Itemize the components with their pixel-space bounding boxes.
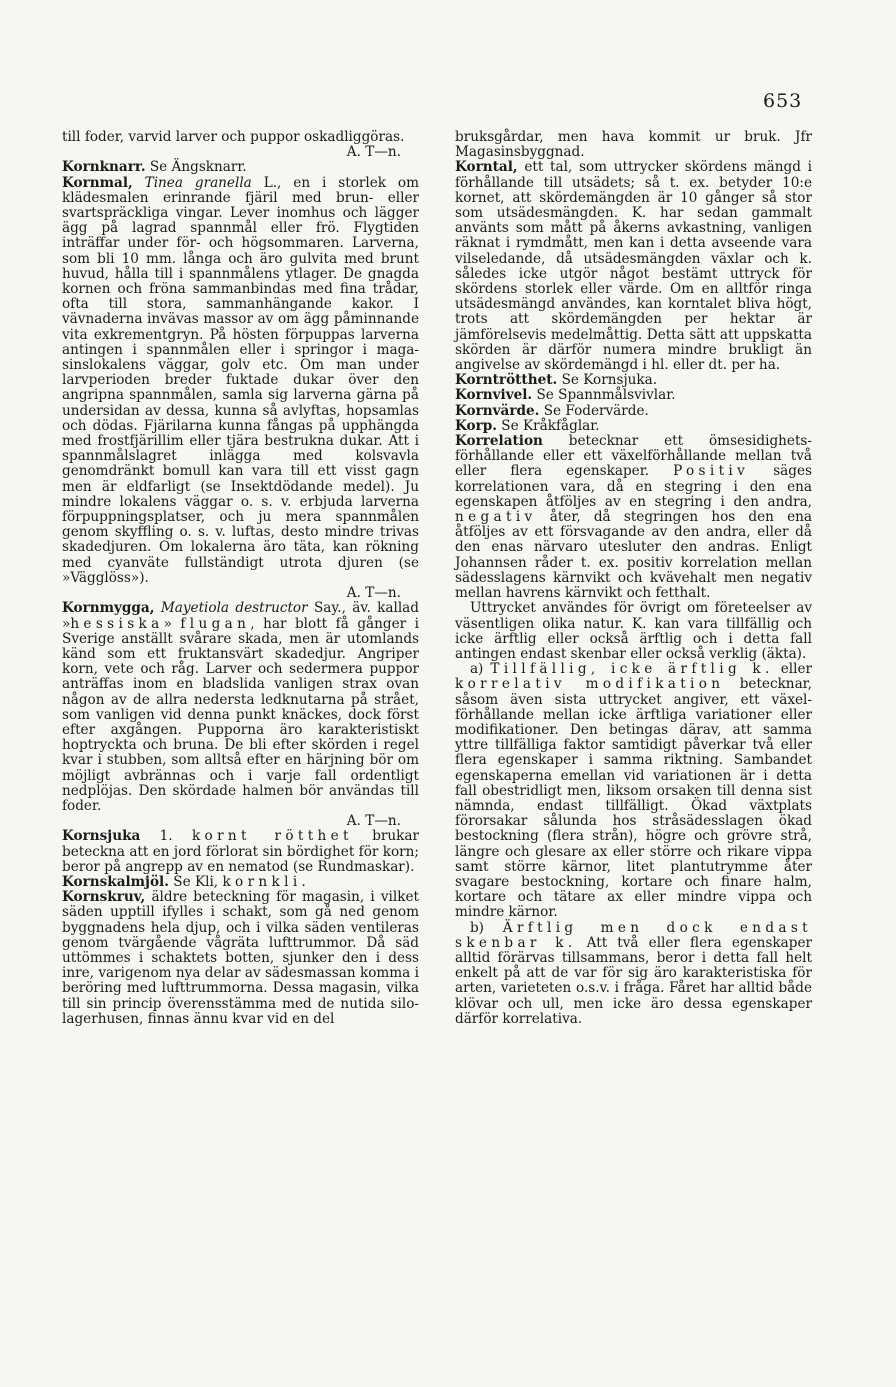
entry-text: brukar beteckna att en jord förlorat sin bördighet för korn; beror på angrepp av en nematod (se Rundmaskar).	[62, 828, 419, 875]
paragraph	[455, 601, 812, 662]
entry-headword: Kornvärde.	[455, 402, 540, 419]
entry-text: säges korrelationen vara, då en stegring i den ena egenskapen åtföljes av en stegring i den andra,	[455, 463, 812, 510]
author-signature: A. T—n.	[346, 585, 401, 602]
entry-headword: Korntrötthet.	[455, 372, 558, 389]
spaced-term: Positiv	[673, 463, 750, 480]
paragraph	[455, 130, 812, 160]
entry-text: betecknar ett ömsesidighetsförhållande eller ett växelförhållande mellan två eller flera egenskaper.	[455, 433, 812, 480]
author-signature: A. T—n.	[346, 813, 401, 830]
spaced-term: hessiska	[70, 615, 164, 632]
entry-text: .	[301, 873, 306, 890]
entry-headword: Korp.	[455, 417, 497, 434]
entry-text: Say., äv. kallad »	[62, 600, 419, 632]
entry-headword: Kornmygga,	[62, 600, 155, 617]
entry-text: Att två eller flera egenskaper alltid förärvas tillsammans, beror i detta fall helt enkelt på att de var för sig äro karakteristiska för arten, varieteten o.s.v. i fråga. Fåret har alltid både klövar och ull, men icke äro dessa egenskaper därför korrelativa.	[455, 934, 813, 1027]
paragraph	[455, 921, 812, 1027]
entry-headword: Kornknarr.	[62, 159, 146, 176]
entry-headword: Kornvivel.	[455, 387, 533, 404]
entry-text: , har blott få gånger i Sverige anställt svårare skada, men är utomlands känd som ett fruktansvärt skadedjur. Angriper korn, vete och råg. Larver och sedermera puppor anträffas inom en bladslida vanligen strax ovan någon av de allra nedersta ledknutarna på strået, som vanligen vid denna punkt knäckes, dock först efter axgången. Pupporna äro karakteristiskt hoptryckta och bruna. De bli efter skörden i regel kvar i stubben, som alltså efter en härjning bör om möjligt avbrännas och i varje fall ordentligt nedplöjas. Den skördade halmen bör användas till foder.	[62, 615, 420, 814]
entry-text: åter, då stegringen hos den ena åtföljes av ett försvagande av den andra, eller då den enas närvaro utesluter den andras. Enligt Johannsen råder t. ex. positiv korrelation mellan sädesslagens kärnvikt och kvävehalt men negativ mellan havrens kärnvikt och fetthalt.	[455, 509, 812, 602]
spaced-term: Ärftlig men dock endast skenbar k.	[455, 919, 812, 951]
entry-headword: Kornsjuka	[62, 828, 141, 845]
entry-text: Se Kli,	[168, 873, 223, 890]
latin-name: Tinea granella	[144, 174, 252, 191]
entry-text: a)	[469, 661, 491, 678]
entry-headword: Korntal,	[455, 159, 518, 176]
author-signature: A. T—n.	[346, 144, 401, 161]
dictionary-entry	[62, 601, 419, 829]
entry-headword: Kornskalmjöl.	[62, 873, 169, 890]
entry-text	[133, 175, 145, 191]
dictionary-entry	[455, 404, 812, 419]
dictionary-entry	[62, 829, 419, 875]
dictionary-entry	[62, 890, 419, 1027]
dictionary-entry	[455, 160, 812, 373]
entry-text: b)	[469, 919, 503, 936]
entry-text: ett tal, som uttrycker skördens mängd i förhållande till utsädets; så t. ex. betyder 10:e kornet, att skördemängden är 10 gånger så stor som utsädesmängden. K. har sedan gammalt använts som mått på åkerns avkastning, vanligen räknat i rymdmått, men kan i detta avseende vara vilseledande, då utsädesmängden växlar och k. således icke utgör något bestämt uttryck för skördens storlek eller värde. Om en alltför ringa utsädesmängd användes, kan korntalet bliva högt, trots att skördemängden per hektar är jämförelsevis medelmåttig. Detta sätt att uppskatta skörden är därför numera mindre brukligt än angivelse av skördemängd i hl. eller dt. per ha.	[455, 159, 812, 374]
spaced-term: negativ	[455, 509, 537, 526]
dictionary-entry	[455, 373, 812, 388]
entry-text: Se Ängsknarr.	[145, 159, 247, 176]
entry-text: till foder, varvid larver och puppor oskadliggöras.	[62, 129, 405, 145]
paragraph	[62, 130, 419, 160]
page-number: 653	[763, 90, 803, 112]
entry-headword: Korrelation	[455, 433, 543, 450]
entry-text: bruksgårdar, men hava kommit ur bruk. Jfr Magasinsbyggnad.	[455, 129, 812, 161]
spaced-term: kornt rötthet	[191, 828, 353, 845]
entry-text: äldre beteckning för magasin, i vilket säden upptill ifylles i schakt, som gå ned genom byggnadens hela djup, och i vilka säden ventileras genom tvärgående vågräta lufttrummor. Då säd uttömmes i schaktets botten, sjunker den i dess inre, varigenom nya delar av sädesmassan komma i beröring med lufttrummorna. Dessa magasin, vilka till sin princip överensstämma med de nutida silo-lagerhusen, finnas ännu kvar vid en del	[62, 889, 419, 1027]
dictionary-entry	[62, 176, 419, 602]
entry-headword: Kornskruv,	[62, 889, 146, 906]
spaced-term: kornkli	[222, 873, 302, 890]
spaced-term: flugan	[180, 615, 251, 632]
entry-text: L., en i storlek om klädesmalen erinrande fjäril med brun- eller svartspräckliga vingar. Lever inomhus och lägger ägg på lagrad spannmål eller frö. Flygtiden inträffar under för- och högsommaren. Larverna, som bli 10 mm. långa och äro gulvita med brunt huvud, hålla till i spannmålens ytlager. De gnagda kornen och fröna sammanbindas med fina trådar, ofta till stora, sammanhängande kakor. I vävnaderna invävas massor av om ägg påminnande vita exkrementgryn. På hösten förpuppas larverna antingen i spannmålen eller i springor i magasinslokalens väggar, golv etc. Om man under larvperioden breder fuktade dukar över den angripna spannmålen, samla sig larverna gärna på undersidan av dessa, kunna så avlyftas, hopsamlas och dödas. Fjärilarna kunna fångas på upphängda med frostfjärillim eller tjära bestrukna dukar. Att i spannmålslagret inlägga med kolsvavla genomdränkt bomull kan vara till ett visst gagn men är eldfarligt (se Insektdödande medel). Ju mindre lokalens väggar o. s. v. erbjuda larverna förpuppningsplatser, och ju mera spannmålen genom skyffling o. s. v. luftas, desto mindre trivas skadedjuren. Om lokalerna äro täta, kan rökning med cyanväte fullständigt utrota djuren (se »Vägglöss»).	[62, 174, 419, 586]
entry-text: Se Kornsjuka.	[557, 372, 658, 389]
latin-name: Mayetiola destructor	[160, 600, 308, 617]
entry-text: Se Kråkfåglar.	[496, 417, 600, 434]
spaced-term: Tillfällig, icke ärftlig k.	[490, 661, 774, 678]
entry-headword: Kornmal,	[62, 174, 133, 191]
entry-text: eller	[773, 661, 813, 678]
right-column	[455, 130, 812, 1027]
paragraph	[455, 662, 812, 920]
dictionary-entry	[455, 419, 812, 434]
entry-text: 1.	[140, 828, 192, 845]
entry-text: Uttrycket användes för övrigt om företeelser av väsentligen olika natur. K. kan vara tillfällig och icke ärftlig eller också ärftlig och i detta fall antingen endast skenbar eller också verklig (äkta).	[455, 600, 812, 662]
dictionary-entry	[62, 160, 419, 175]
entry-text: »	[163, 615, 181, 632]
dictionary-entry	[455, 434, 812, 601]
dictionary-entry	[455, 388, 812, 403]
dictionary-entry	[62, 875, 419, 890]
entry-text: Se Spannmålsvivlar.	[532, 387, 676, 404]
entry-text: Se Fodervärde.	[539, 402, 649, 419]
spaced-term: korrelativ modifikation	[455, 676, 725, 693]
left-column	[62, 130, 419, 1027]
entry-text: betecknar, såsom även sista uttrycket angiver, ett växelförhållande mellan icke ärftliga variationer eller modifikationer. Den betingas därav, att samma yttre tillfälliga faktor samtidigt påverkar två eller flera egenskaper i samma riktning. Sambandet egenskaperna emellan vid variationen är i detta fall obestridligt men, liksom orsaken till denna sist nämnda, endast tillfälligt. Ökad växtplats förorsakar sålunda hos stråsädesslagen ökad bestockning (flera strån), högre och grövre strå, längre och glesare ax eller större och rikare vippa samt större kärnor, litet plantutrymme åter svagare bestockning, kortare och finare halm, kortare och tätare ax eller mindre vippa och mindre kärnor.	[455, 676, 812, 921]
